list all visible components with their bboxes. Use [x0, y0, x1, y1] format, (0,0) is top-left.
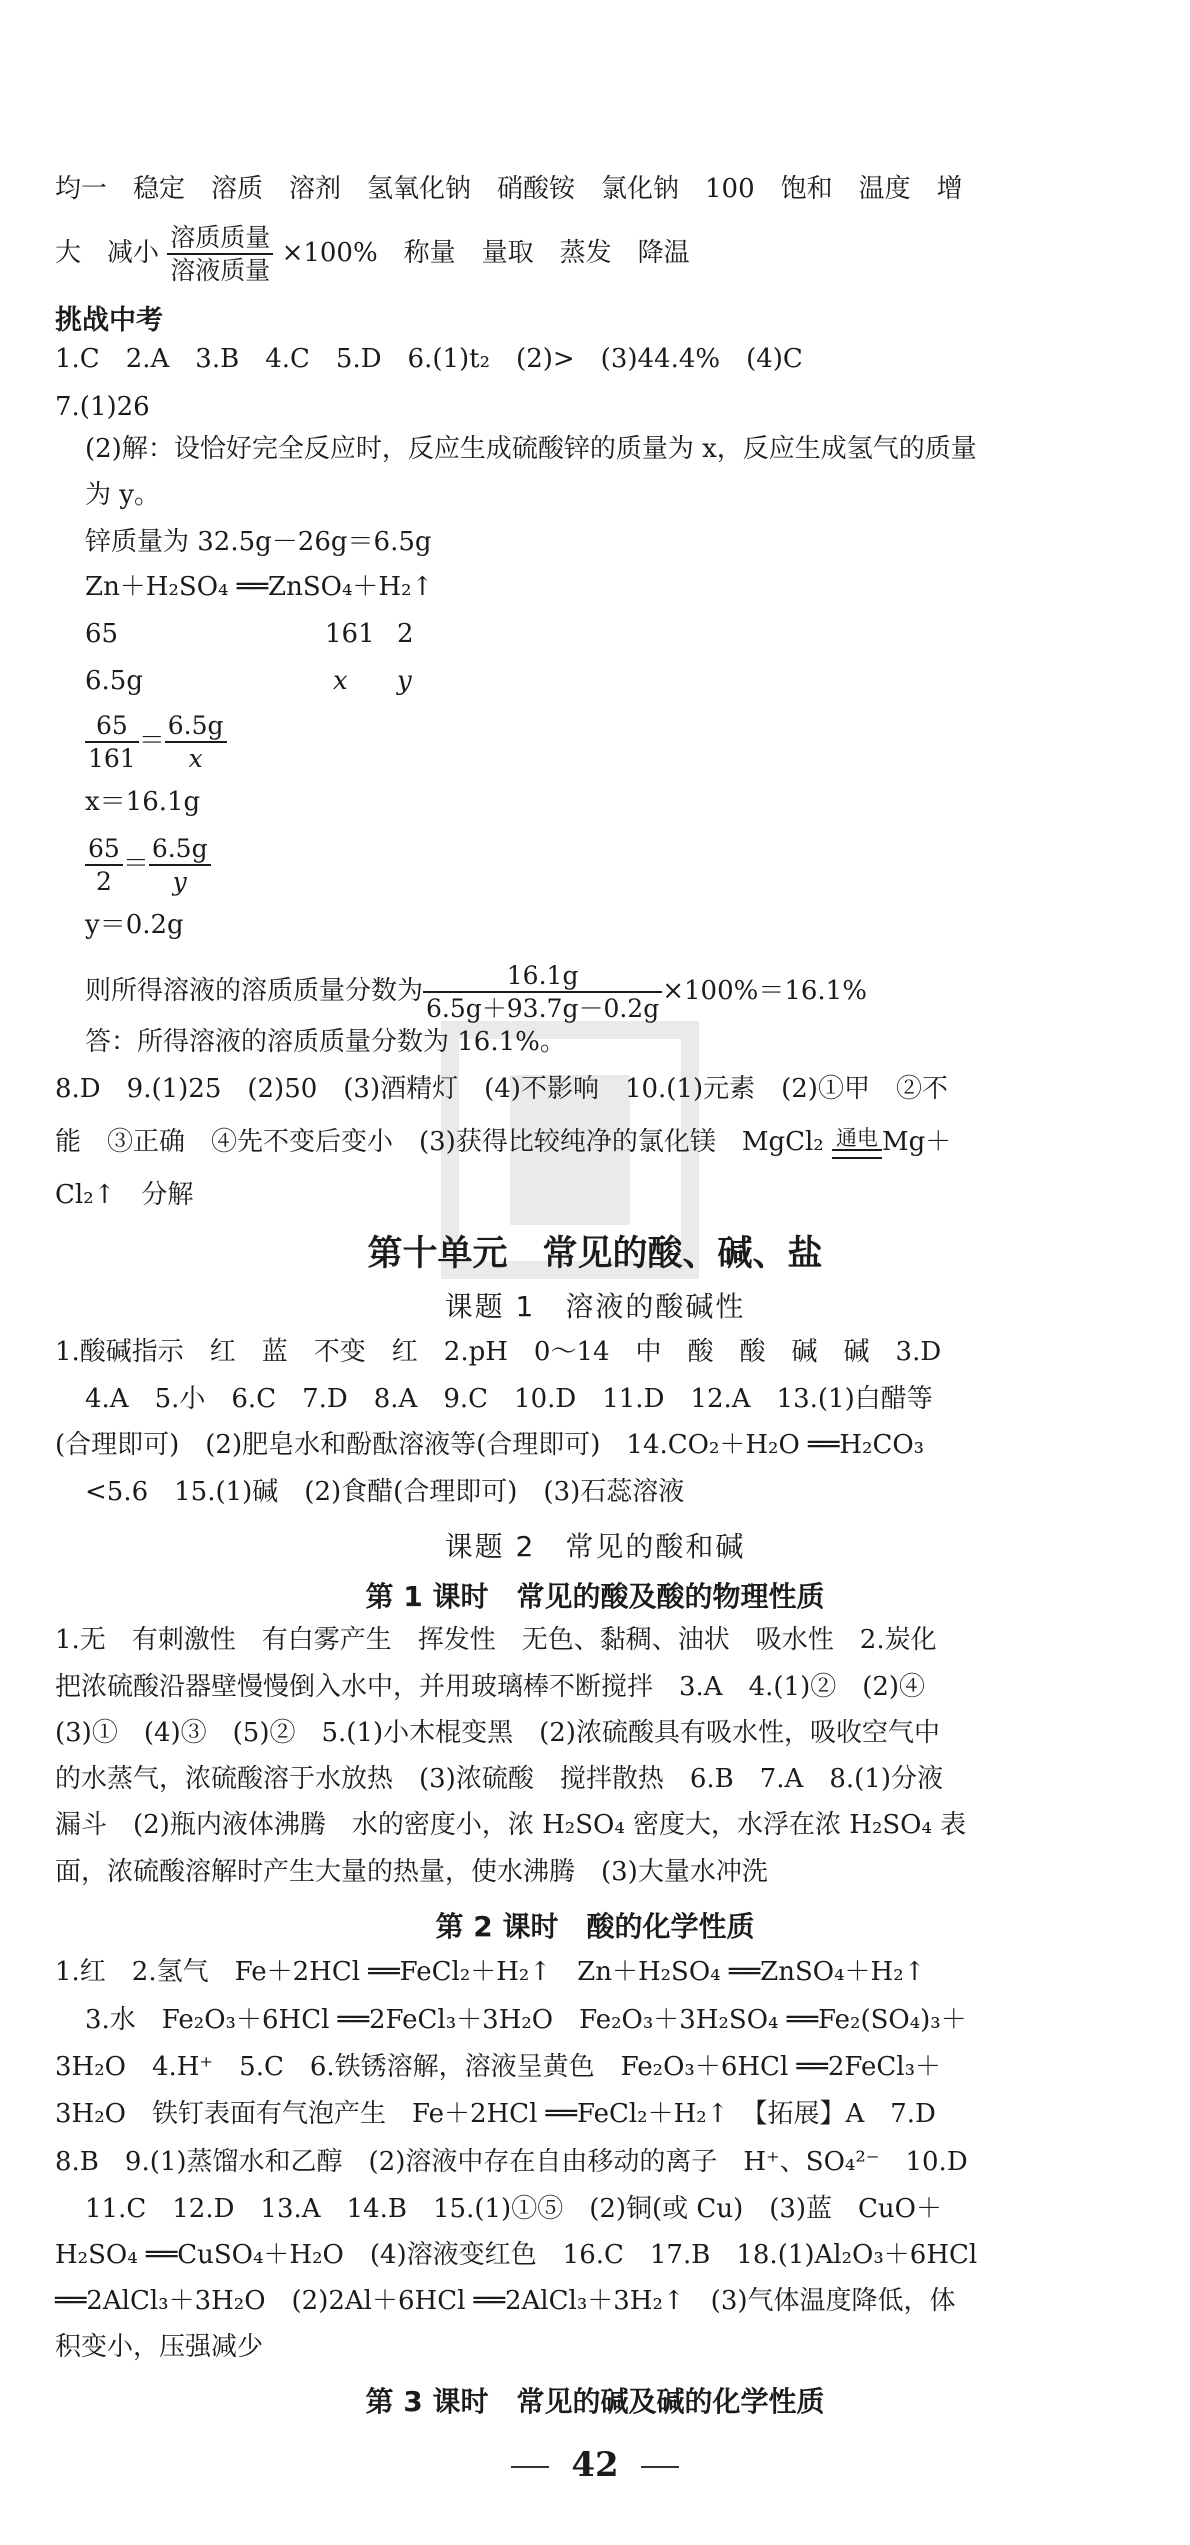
lesson-3-title: 第 3 课时 常见的碱及碱的化学性质	[365, 2385, 825, 2418]
challenge-line-2: 7.(1)26	[55, 392, 150, 422]
frac-numerator: 溶质质量	[167, 222, 273, 255]
challenge-line-8: 8.D 9.(1)25 (2)50 (3)酒精灯 (4)不影响 10.(1)元素 (2)①甲 ②不	[55, 1074, 948, 1104]
topic1-line-4: <5.6 15.(1)碱 (2)食醋(合理即可) (3)石蕊溶液	[85, 1477, 685, 1507]
molar-mass-2: 2	[397, 619, 414, 649]
page-number: 42	[571, 2445, 619, 2485]
p2-rnum: 6.5g	[149, 833, 211, 866]
molar-mass-161: 161	[325, 619, 375, 649]
proportion-2: $\frac{65}{2}$ ＝ $\frac{6.5g}{y}$	[85, 833, 1150, 897]
lesson2-line-7: H₂SO₄ ══CuSO₄＋H₂O (4)溶液变红色 16.C 17.B 18.(1)Al₂O₃＋6HCl	[55, 2240, 978, 2270]
p2-rden: y	[172, 867, 187, 896]
lesson2-line-1: 1.红 2.氢气 Fe＋2HCl ══FeCl₂＋H₂↑ Zn＋H₂SO₄ ══ZnSO₄＋H₂↑	[55, 1957, 926, 1987]
topic1-line-2: 4.A 5.小 6.C 7.D 8.A 9.C 10.D 11.D 12.A 13.(1)白醋等	[85, 1384, 933, 1414]
lesson1-line-3: (3)① (4)③ (5)② 5.(1)小木棍变黑 (2)浓硫酸具有吸水性，吸收空气中	[55, 1718, 940, 1748]
challenge-line-9	[55, 1125, 1150, 1159]
top-line-2-start: 大 减小	[55, 238, 160, 268]
p2-den: 2	[95, 867, 112, 896]
lesson1-line-6: 面，浓硫酸溶解时产生大量的热量，使水沸腾 (3)大量水冲洗	[55, 1857, 768, 1887]
lesson-1-title: 第 1 课时 常见的酸及酸的物理性质	[365, 1580, 825, 1613]
equation-zn: Zn＋H₂SO₄ ══ZnSO₄＋H₂↑	[85, 572, 434, 602]
lesson2-line-9: 积变小，压强减少	[55, 2332, 264, 2362]
challenge-line-1: 1.C 2.A 3.B 4.C 5.D 6.(1)t₂ (2)> (3)44.4% (4)C	[55, 344, 803, 374]
answer-line: 答：所得溶液的溶质质量分数为 16.1%。	[85, 1027, 566, 1057]
mass-frac-text: 则所得溶液的溶质质量分数为	[85, 976, 424, 1006]
proportion-1: $\frac{65}{161}$ ＝ $\frac{6.5g}{x}$	[85, 710, 1150, 774]
lesson1-line-1: 1.无 有刺激性 有白雾产生 挥发性 无色、黏稠、油状 吸水性 2.炭化	[55, 1625, 937, 1655]
lesson2-line-8: ══2AlCl₃＋3H₂O (2)2Al＋6HCl ══2AlCl₃＋3H₂↑ (3)气体温度降低，体	[55, 2286, 956, 2316]
lesson2-line-3: 3H₂O 4.H⁺ 5.C 6.铁锈溶解，溶液呈黄色 Fe₂O₃＋6HCl ══2FeCl₃＋	[55, 2052, 942, 2082]
top-line-2	[55, 222, 1150, 286]
topic-1-title: 课题 1 溶液的酸碱性	[444, 1290, 746, 1323]
y-result: y＝0.2g	[85, 910, 184, 940]
topic1-line-1: 1.酸碱指示 红 蓝 不变 红 2.pH 0～14 中 酸 酸 碱 碱 3.D	[55, 1337, 942, 1367]
lesson2-line-6: 11.C 12.D 13.A 14.B 15.(1)①⑤ (2)铜(或 Cu) (3)蓝 CuO＋	[85, 2194, 942, 2224]
var-x: x	[333, 666, 348, 696]
mass-frac-num: 16.1g	[423, 960, 662, 993]
line9-text: 能 ③正确 ④先不变后变小 (3)获得比较纯净的氯化镁 MgCl₂	[55, 1127, 824, 1157]
challenge-line-3: (2)解：设恰好完全反应时，反应生成硫酸锌的质量为 x，反应生成氢气的质量	[85, 434, 977, 464]
arrow-condition: 通电	[832, 1127, 882, 1151]
p1-den: 161	[88, 744, 136, 773]
lesson1-line-5: 漏斗 (2)瓶内液体沸腾 水的密度小，浓 H₂SO₄ 密度大，水浮在浓 H₂SO₄ 表	[55, 1810, 967, 1840]
fraction-mass-ratio	[167, 222, 273, 286]
value-6-5g: 6.5g	[85, 666, 143, 696]
unit-title: 第十单元 常见的酸、碱、盐	[367, 1234, 823, 1274]
top-line-1: 均一 稳定 溶质 溶剂 氢氧化钠 硝酸铵 氯化钠 100 饱和 温度 增	[55, 174, 963, 204]
top-line-2-end: ×100% 称量 量取 蒸发 降温	[281, 238, 690, 268]
x-result: x＝16.1g	[85, 787, 201, 817]
p1-rden: x	[188, 744, 203, 773]
p2-num: 65	[85, 833, 123, 866]
challenge-line-5: 锌质量为 32.5g－26g＝6.5g	[85, 527, 432, 557]
molar-mass-65: 65	[85, 619, 119, 649]
challenge-line-4: 为 y。	[85, 480, 160, 510]
topic-2-title: 课题 2 常见的酸和碱	[444, 1530, 746, 1563]
lesson2-line-4: 3H₂O 铁钉表面有气泡产生 Fe＋2HCl ══FeCl₂＋H₂↑ 【拓展】A 7.D	[55, 2099, 936, 2129]
lesson1-line-4: 的水蒸气，浓硫酸溶于水放热 (3)浓硫酸 搅拌散热 6.B 7.A 8.(1)分液	[55, 1764, 943, 1794]
lesson2-line-2: 3.水 Fe₂O₃＋6HCl ══2FeCl₃＋3H₂O Fe₂O₃＋3H₂SO₄ ══Fe₂(SO₄)₃＋	[85, 2005, 967, 2035]
p1-rnum: 6.5g	[165, 710, 227, 743]
electrolysis-arrow	[832, 1127, 882, 1159]
mass-fraction-line	[85, 960, 1150, 1024]
lesson1-line-2: 把浓硫酸沿器壁慢慢倒入水中，并用玻璃棒不断搅拌 3.A 4.(1)② (2)④	[55, 1672, 926, 1702]
line9-end: Mg＋	[882, 1127, 952, 1157]
challenge-label: 挑战中考	[55, 305, 163, 336]
page-footer	[0, 2445, 1190, 2485]
p1-num: 65	[85, 710, 139, 743]
var-y: y	[397, 666, 412, 696]
mass-frac-den: 6.5g＋93.7g－0.2g	[426, 994, 660, 1023]
frac-denominator: 溶液质量	[170, 256, 271, 285]
lesson2-line-5: 8.B 9.(1)蒸馏水和乙醇 (2)溶液中存在自由移动的离子 H⁺、SO₄²⁻ 10.D	[55, 2147, 968, 2177]
lesson-2-title: 第 2 课时 酸的化学性质	[435, 1910, 755, 1943]
topic1-line-3: (合理即可) (2)肥皂水和酚酞溶液等(合理即可) 14.CO₂＋H₂O ══H₂CO₃	[55, 1430, 925, 1460]
challenge-line-10: Cl₂↑ 分解	[55, 1180, 194, 1210]
mass-frac-result: ×100%＝16.1%	[662, 976, 867, 1006]
